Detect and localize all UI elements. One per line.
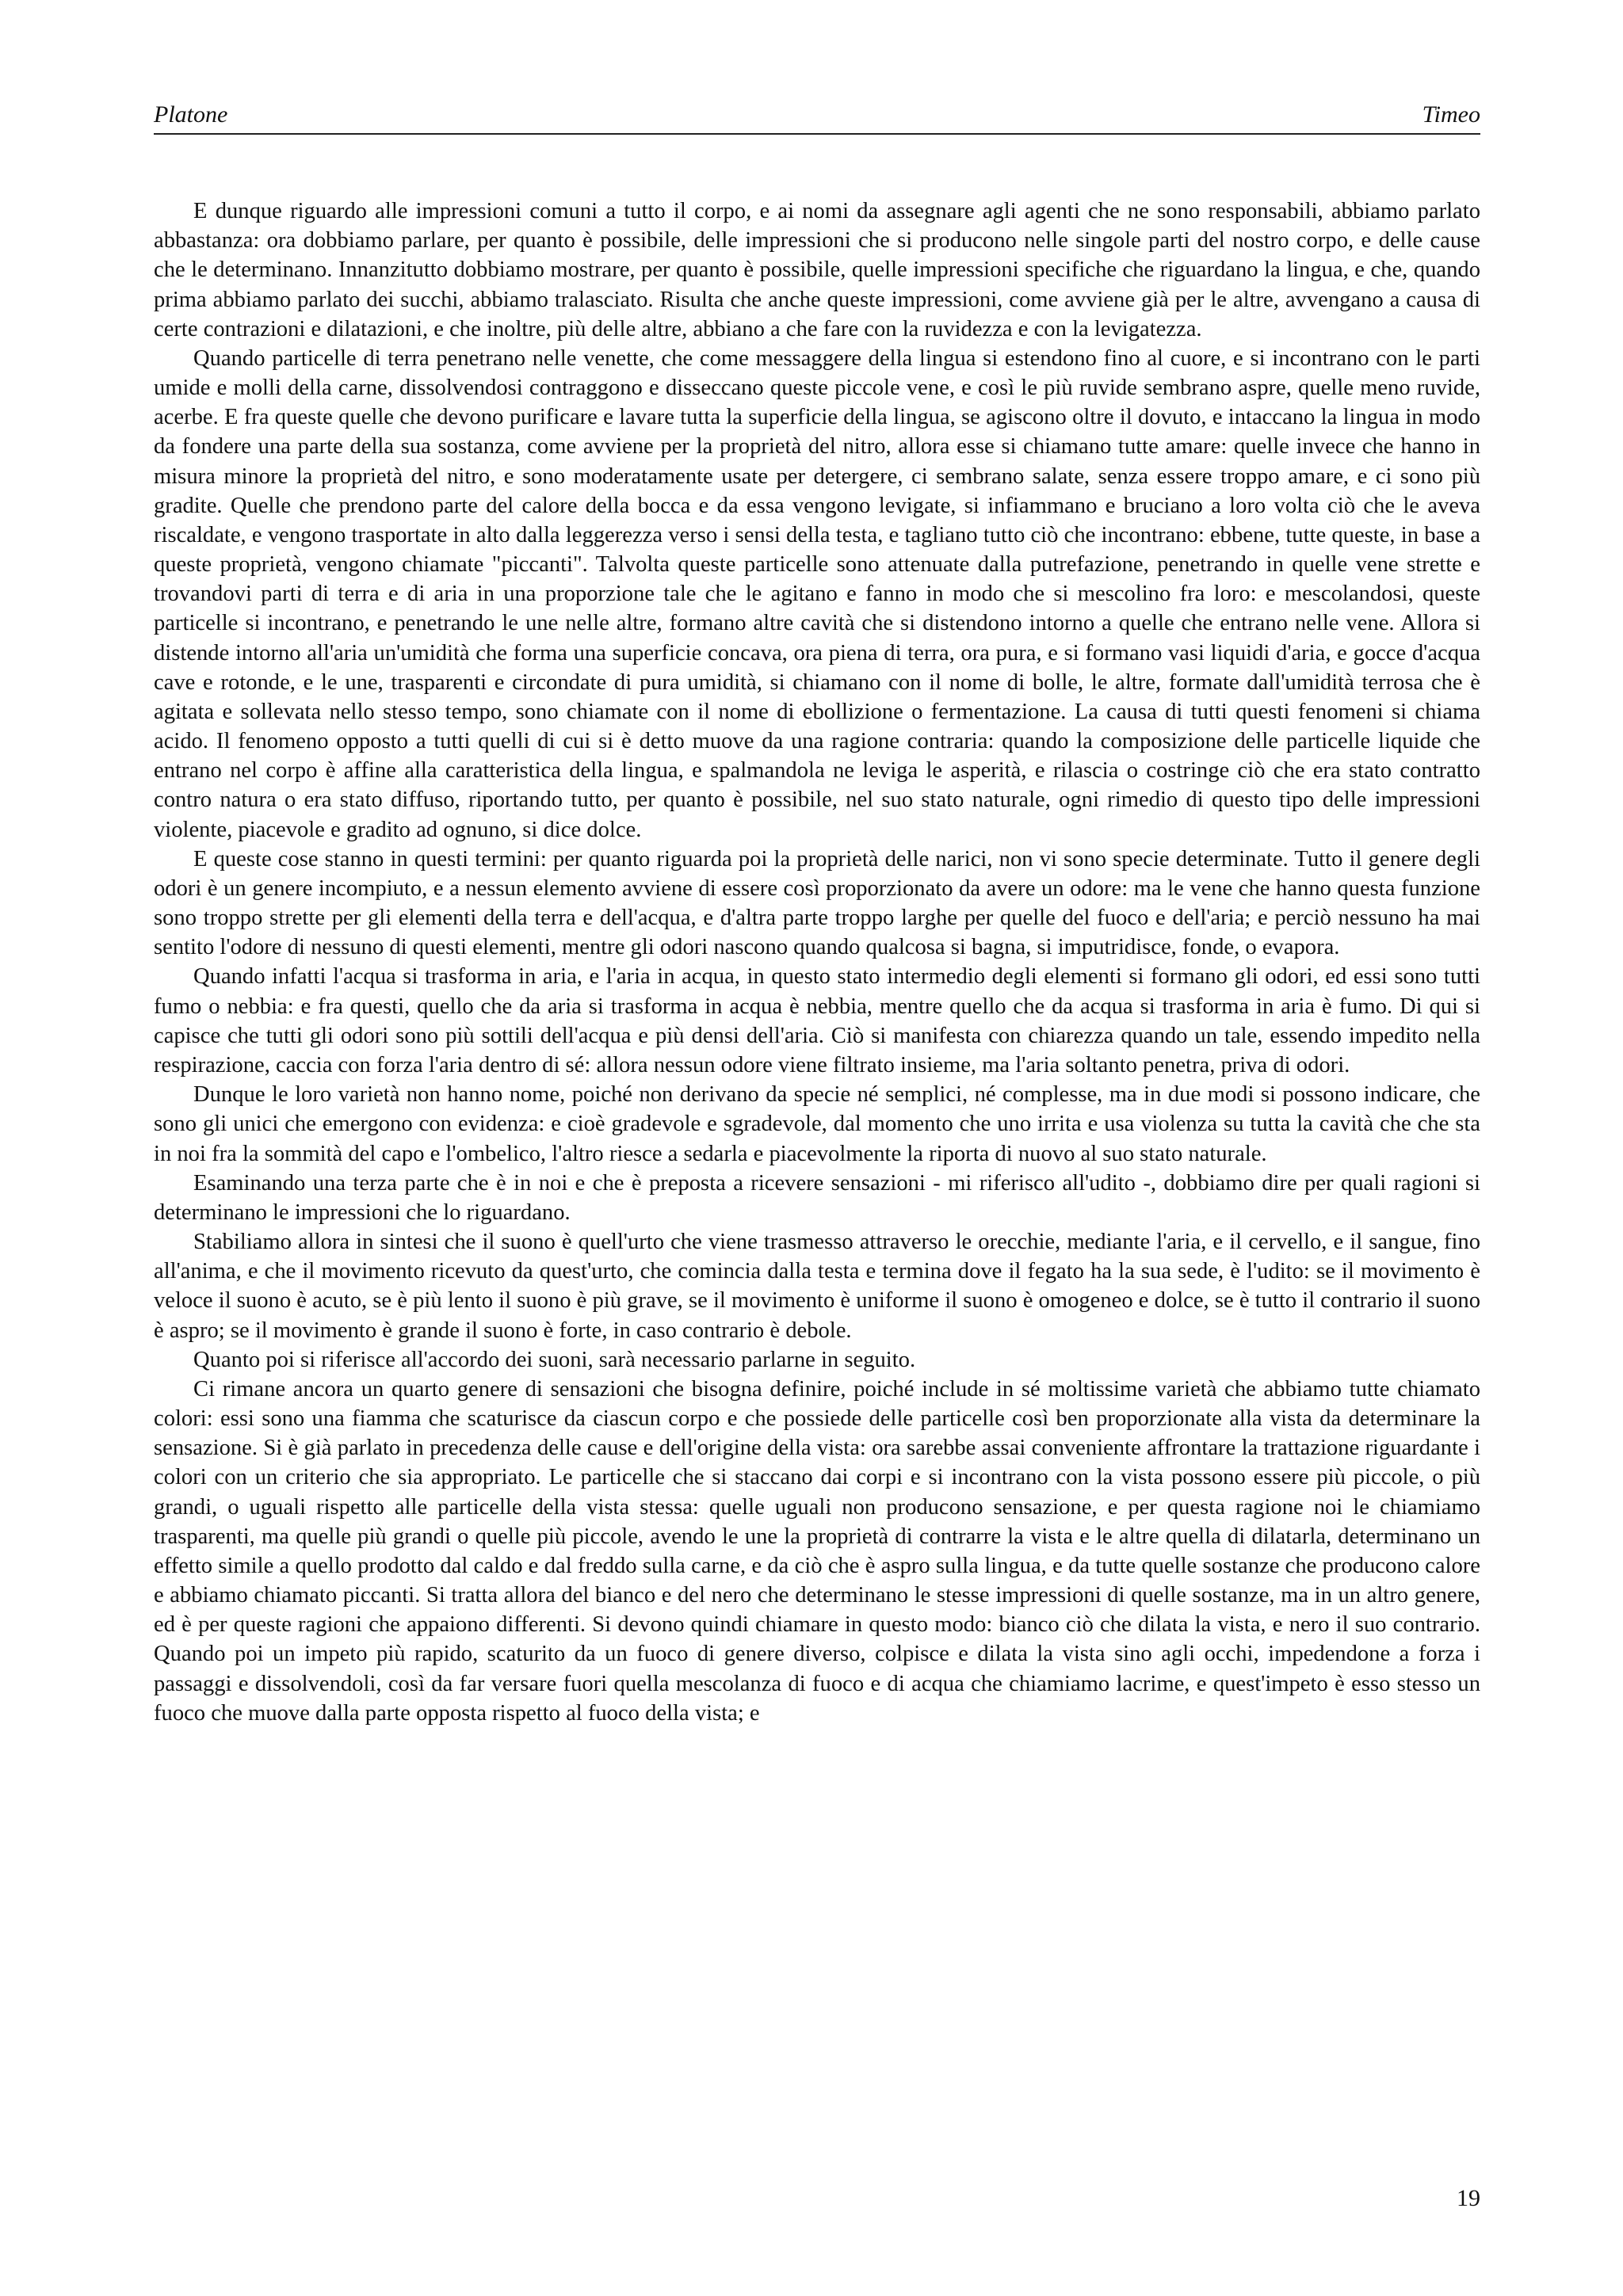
paragraph: E dunque riguardo alle impressioni comuni a tutto il corpo, e ai nomi da assegnare agli agenti che ne sono responsabili, abbiamo parlato abbastanza: ora dobbiamo parlare, per quanto è possibile, delle impressioni che si producono nelle singole parti del nostro corpo, e delle cause che le determinano. Innanzitutto dobbiamo mostrare, per quanto è possibile, quelle impressioni specifiche che riguardano la lingua, e che, quando prima abbiamo parlato dei succhi, abbiamo tralasciato. Risulta che anche queste impressioni, come avviene già per le altre, avvengano a causa di certe contrazioni e dilatazioni, e che inoltre, più delle altre, abbiano a che fare con la ruvidezza e con la levigatezza.: [154, 199, 1480, 341]
paragraph: Ci rimane ancora un quarto genere di sensazioni che bisogna definire, poiché include in sé moltissime varietà che abbiamo tutte chiamato colori: essi sono una fiamma che scaturisce da ciascun corpo e che possiede delle particelle così ben proporzionate alla vista da determinare la sensazione. Si è già parlato in precedenza delle cause e dell'origine della vista: ora sarebbe assai conveniente affrontare la trattazione riguardante i colori con un criterio che sia appropriato. Le particelle che si staccano dai corpi e si incontrano con la vista possono essere più piccole, o più grandi, o uguali rispetto alle particelle della vista stessa: quelle uguali non producono sensazione, e per questa ragione noi le chiamiamo trasparenti, ma quelle più grandi o quelle più piccole, avendo le une la proprietà di contrarre la vista e le altre quella di dilatarla, determinano un effetto simile a quello prodotto dal caldo e dal freddo sulla carne, e da ciò che è aspro sulla lingua, e da tutte quelle sostanze che producono calore e abbiamo chiamato piccanti. Si tratta allora del bianco e del nero che determinano le stesse impressioni di quelle sostanze, ma in un altro genere, ed è per queste ragioni che appaiono differenti. Si devono quindi chiamare in questo modo: bianco ciò che dilata la vista, e nero il suo contrario. Quando poi un impeto più rapido, scaturito da un fuoco di genere diverso, colpisce e dilata la vista sino agli occhi, impedendone a forza i passaggi e dissolvendoli, così da far versare fuori quella mescolanza di fuoco e di acqua che chiamiamo lacrime, e quest'impeto è esso stesso un fuoco che muove dalla parte opposta rispetto al fuoco della vista; e: [154, 1376, 1480, 1726]
header-author: Platone: [154, 101, 228, 128]
body-text: [154, 196, 1480, 1728]
paragraph: Quando particelle di terra penetrano nelle venette, che come messaggere della lingua si estendono fino al cuore, e si incontrano con le parti umide e molli della carne, dissolvendosi contraggono e disseccano queste piccole vene, e così le più ruvide sembrano aspre, quelle meno ruvide, acerbe. E fra queste quelle che devono purificare e lavare tutta la superficie della lingua, se agiscono oltre il dovuto, e intaccano la lingua in modo da fondere una parte della sua sostanza, come avviene per la proprietà del nitro, allora esse si chiamano tutte amare: quelle invece che hanno in misura minore la proprietà del nitro, e sono moderatamente usate per detergere, ci sembrano salate, senza essere troppo amare, e ci sono più gradite. Quelle che prendono parte del calore della bocca e da essa vengono levigate, si infiammano e bruciano a loro volta ciò che le aveva riscaldate, e vengono trasportate in alto dalla leggerezza verso i sensi della testa, e tagliano tutto ciò che incontrano: ebbene, tutte queste, in base a queste proprietà, vengono chiamate "piccanti". Talvolta queste particelle sono attenuate dalla putrefazione, penetrando in quelle vene strette e trovandovi parti di terra e di aria in una proporzione tale che le agitano e fanno in modo che si mescolino fra loro: e mescolandosi, queste particelle si incontrano, e penetrando le une nelle altre, formano altre cavità che si distendono intorno a quelle che entrano nelle vene. Allora si distende intorno all'aria un'umidità che forma una superficie concava, ora piena di terra, ora pura, e si formano vasi liquidi d'aria, e gocce d'acqua cave e rotonde, e le une, trasparenti e circondate di pura umidità, si chiamano con il nome di bolle, le altre, formate dall'umidità terrosa che è agitata e sollevata nello stesso tempo, sono chiamate con il nome di ebollizione o fermentazione. La causa di tutti questi fenomeni si chiama acido. Il fenomeno opposto a tutti quelli di cui si è detto muove da una ragione contraria: quando la composizione delle particelle liquide che entrano nel corpo è affine alla caratteristica della lingua, e spalmandola ne leviga le asperità, e rilascia o costringe ciò che era stato contratto contro natura o era stato diffuso, riportando tutto, per quanto è possibile, nel suo stato naturale, ogni rimedio di questo tipo delle impressioni violente, piacevole e gradito ad ognuno, si dice dolce.: [154, 345, 1480, 842]
page-header: [154, 97, 1480, 135]
page-number: 19: [1457, 2185, 1480, 2211]
paragraph: Dunque le loro varietà non hanno nome, poiché non derivano da specie né semplici, né complesse, ma in due modi si possono indicare, che sono gli unici che emergono con evidenza: e cioè gradevole e sgradevole, dal momento che uno irrita e usa violenza su tutta la cavità che che sta in noi fra la sommità del capo e l'ombelico, l'altro riesce a sedarla e piacevolmente la riporta di nuovo al suo stato naturale.: [154, 1082, 1480, 1166]
header-title: Timeo: [1422, 101, 1480, 128]
paragraph: Esaminando una terza parte che è in noi e che è preposta a ricevere sensazioni - mi riferisco all'udito -, dobbiamo dire per quali ragioni si determinano le impressioni che lo riguardano.: [154, 1170, 1480, 1225]
paragraph: Quanto poi si riferisce all'accordo dei suoni, sarà necessario parlarne in seguito.: [193, 1347, 916, 1372]
paragraph: Quando infatti l'acqua si trasforma in aria, e l'aria in acqua, in questo stato intermedio degli elementi si formano gli odori, ed essi sono tutti fumo o nebbia: e fra questi, quello che da aria si trasforma in acqua è nebbia, mentre quello che da acqua si trasforma in aria è fumo. Di qui si capisce che tutti gli odori sono più sottili dell'acqua e più densi dell'aria. Ciò si manifesta con chiarezza quando un tale, essendo impedito nella respirazione, caccia con forza l'aria dentro di sé: allora nessun odore viene filtrato insieme, ma l'aria soltanto penetra, priva di odori.: [154, 964, 1480, 1077]
paragraph: Stabiliamo allora in sintesi che il suono è quell'urto che viene trasmesso attraverso le orecchie, mediante l'aria, e il cervello, e il sangue, fino all'anima, e che il movimento ricevuto da quest'urto, che comincia dalla testa e termina dove il fegato ha la sua sede, è l'udito: se il movimento è veloce il suono è acuto, se è più lento il suono è più grave, se il movimento è uniforme il suono è omogeneo e dolce, se è tutto il contrario il suono è aspro; se il movimento è grande il suono è forte, in caso contrario è debole.: [154, 1230, 1480, 1343]
paragraph: E queste cose stanno in questi termini: per quanto riguarda poi la proprietà delle narici, non vi sono specie determinate. Tutto il genere degli odori è un genere incompiuto, e a nessun elemento avviene di essere così proporzionato da avere un odore: ma le vene che hanno questa funzione sono troppo strette per gli elementi della terra e dell'acqua, e d'altra parte troppo larghe per quelle del fuoco e dell'aria; e perciò nessuno ha mai sentito l'odore di nessuno di questi elementi, mentre gli odori nascono quando qualcosa si bagna, si imputridisce, fonde, o evapora.: [154, 846, 1480, 960]
